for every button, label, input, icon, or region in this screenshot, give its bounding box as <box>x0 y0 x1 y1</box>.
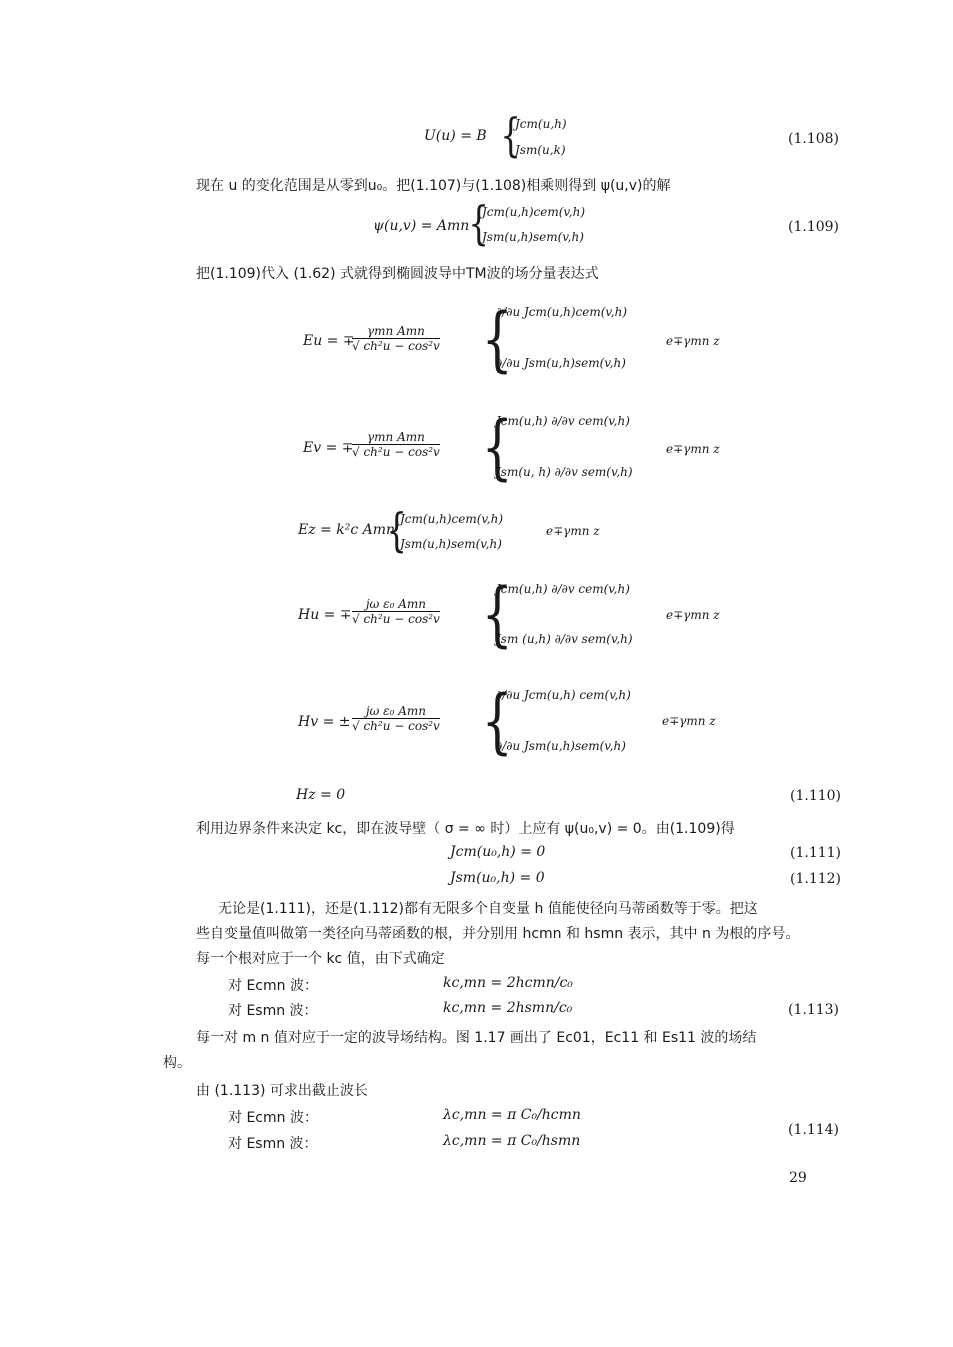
eq-ez-exp: e∓γmn z <box>546 524 600 538</box>
eq-eu-exp: e∓γmn z <box>666 334 720 348</box>
eq-1109-number: (1.109) <box>788 219 840 235</box>
eq-hu-lhs: Hu = ∓ <box>298 607 352 623</box>
eq-1113-expr-2: kc,mn = 2hsmn/c₀ <box>443 1000 573 1016</box>
eq-ez-row2: Jsm(u,h)sem(v,h) <box>400 537 502 551</box>
eq-hu-fraction <box>352 597 440 626</box>
eq-1113-label-2: 对 Esmn 波： <box>228 1003 318 1019</box>
paragraph-4-line-1: 无论是(1.111)，还是(1.112)都有无限多个自变量 h 值能使径向马蒂函数等于零。把这 <box>218 901 758 917</box>
eq-ev-brace: { <box>481 406 513 488</box>
eq-eu-row2: ∂/∂u Jsm(u,h)sem(v,h) <box>496 356 626 370</box>
eq-eu-denominator: √ ch²u − cos²v <box>352 339 440 353</box>
eq-1110-number: (1.110) <box>790 788 842 804</box>
eq-hv-fraction <box>352 704 440 733</box>
eq-1114-expr-1: λc,mn = π C₀/hcmn <box>443 1107 581 1123</box>
eq-hv-exp: e∓γmn z <box>662 714 716 728</box>
eq-eu-brace: { <box>481 298 513 380</box>
eq-1111: Jcm(u₀,h) = 0 <box>450 844 546 860</box>
eq-1109-row1: Jcm(u,h)cem(v,h) <box>482 205 586 219</box>
eq-ev-row1: Jcm(u,h) ∂/∂v cem(v,h) <box>496 414 630 428</box>
eq-hu-denominator: √ ch²u − cos²v <box>352 612 440 626</box>
eq-1108-lhs: U(u) = B <box>424 128 487 144</box>
eq-1113-number: (1.113) <box>788 1002 840 1018</box>
paragraph-4-line-3: 每一个根对应于一个 kc 值，由下式确定 <box>196 951 445 967</box>
eq-eu-numerator: γmn Amn <box>352 324 440 339</box>
eq-ez-row1: Jcm(u,h)cem(v,h) <box>400 512 504 526</box>
eq-hv-row2: ∂/∂u Jsm(u,h)sem(v,h) <box>496 739 626 753</box>
eq-1113-label-1: 对 Ecmn 波： <box>228 978 318 994</box>
paragraph-5-line-2: 构。 <box>163 1055 191 1071</box>
eq-hu-brace: { <box>481 573 513 655</box>
eq-1109-brace: { <box>468 196 489 250</box>
eq-hu-numerator: jω ε₀ Amn <box>352 597 440 612</box>
eq-1112-number: (1.112) <box>790 871 842 887</box>
eq-1114-label-2: 对 Esmn 波： <box>228 1136 318 1152</box>
eq-hu-exp: e∓γmn z <box>666 608 720 622</box>
eq-ez-lhs: Ez = k²c Amn <box>298 522 396 538</box>
eq-hv-denominator: √ ch²u − cos²v <box>352 719 440 733</box>
eq-eu-fraction <box>352 324 440 353</box>
eq-ev-exp: e∓γmn z <box>666 442 720 456</box>
paragraph-2: 把(1.109)代入 (1.62) 式就得到椭圆波导中TM波的场分量表达式 <box>196 266 599 282</box>
eq-ez-brace: { <box>386 503 407 557</box>
eq-1112: Jsm(u₀,h) = 0 <box>450 870 545 886</box>
eq-1114-number: (1.114) <box>788 1122 840 1138</box>
eq-1108-row2: Jsm(u,k) <box>515 143 566 157</box>
eq-ev-numerator: γmn Amn <box>352 430 440 445</box>
eq-ev-denominator: √ ch²u − cos²v <box>352 445 440 459</box>
eq-hv-brace: { <box>481 680 513 762</box>
paragraph-6: 由 (1.113) 可求出截止波长 <box>196 1083 368 1099</box>
eq-1114-expr-2: λc,mn = π C₀/hsmn <box>443 1133 581 1149</box>
eq-1113-expr-1: kc,mn = 2hcmn/c₀ <box>443 975 573 991</box>
eq-eu-row1: ∂/∂u Jcm(u,h)cem(v,h) <box>496 305 628 319</box>
eq-1109-lhs: ψ(u,v) = Amn <box>373 218 470 234</box>
eq-1108-brace: { <box>500 108 521 162</box>
eq-hu-row1: Jcm(u,h) ∂/∂v cem(v,h) <box>496 582 630 596</box>
paragraph-5-line-1: 每一对 m n 值对应于一定的波导场结构。图 1.17 画出了 Ec01，Ec11 和 Es11 波的场结 <box>196 1030 757 1046</box>
paragraph-4-line-2: 些自变量值叫做第一类径向马蒂函数的根，并分别用 hcmn 和 hsmn 表示，其中 n 为根的序号。 <box>196 926 800 942</box>
eq-hv-numerator: jω ε₀ Amn <box>352 704 440 719</box>
eq-ev-row2: Jsm(u, h) ∂/∂v sem(v,h) <box>496 465 633 479</box>
eq-1114-label-1: 对 Ecmn 波： <box>228 1110 318 1126</box>
paragraph-3: 利用边界条件来决定 kc，即在波导壁（ σ = ∞ 时）上应有 ψ(u₀,v) = 0。由(1.109)得 <box>196 821 735 837</box>
eq-1108-number: (1.108) <box>788 131 840 147</box>
eq-ev-lhs: Ev = ∓ <box>303 440 354 456</box>
eq-1108-row1: Jcm(u,h) <box>515 117 567 131</box>
eq-eu-lhs: Eu = ∓ <box>303 333 355 349</box>
eq-1109-row2: Jsm(u,h)sem(v,h) <box>482 230 584 244</box>
page-number: 29 <box>789 1170 807 1186</box>
paragraph-1: 现在 u 的变化范围是从零到u₀。把(1.107)与(1.108)相乘则得到 ψ(u,v)的解 <box>196 178 671 194</box>
eq-hz: Hz = 0 <box>296 787 346 803</box>
eq-1111-number: (1.111) <box>790 845 842 861</box>
eq-hv-row1: ∂/∂u Jcm(u,h) cem(v,h) <box>496 688 631 702</box>
eq-hv-lhs: Hv = ± <box>298 714 351 730</box>
eq-hu-row2: Jsm (u,h) ∂/∂v sem(v,h) <box>496 632 633 646</box>
eq-ev-fraction <box>352 430 440 459</box>
